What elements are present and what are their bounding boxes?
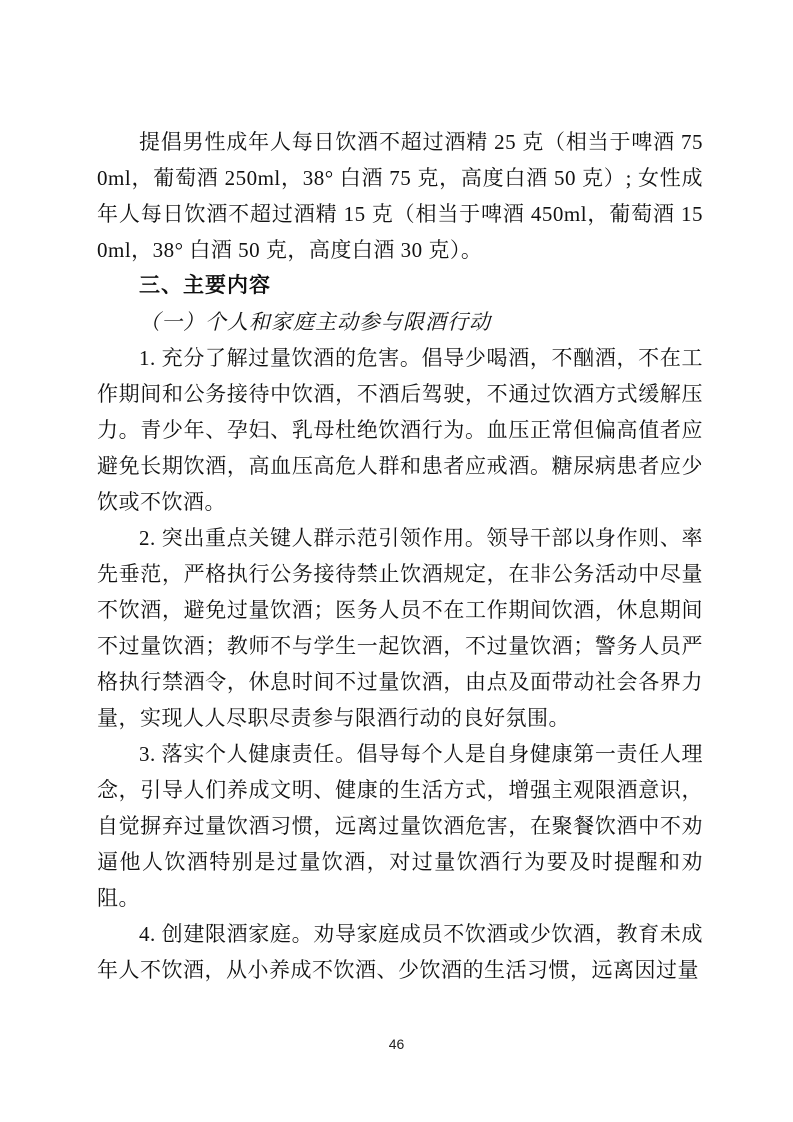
document-body xyxy=(97,124,703,988)
subsection-heading-individual-family: （一）个人和家庭主动参与限酒行动 xyxy=(139,310,491,334)
section-heading-main-content: 三、主要内容 xyxy=(139,274,271,297)
paragraph-item-3-personal-responsibility: 3. 落实个人健康责任。倡导每个人是自身健康第一责任人理念，引导人们养成文明、健康的生活方式，增强主观限酒意识，自觉摒弃过量饮酒习惯，远离过量饮酒危害，在聚餐饮酒中不劝逼他人饮酒特别是过量饮酒，对过量饮酒行为要及时提醒和劝阻。 xyxy=(97,742,703,910)
paragraph-item-1-understand-harm: 1. 充分了解过量饮酒的危害。倡导少喝酒，不酗酒，不在工作期间和公务接待中饮酒，不酒后驾驶，不通过饮酒方式缓解压力。青少年、孕妇、乳母杜绝饮酒行为。血压正常但偏高值者应避免长期饮酒，高血压高危人群和患者应戒酒。糖尿病患者应少饮或不饮酒。 xyxy=(97,346,703,514)
paragraph-item-2-key-groups: 2. 突出重点关键人群示范引领作用。领导干部以身作则、率先垂范，严格执行公务接待禁止饮酒规定，在非公务活动中尽量不饮酒，避免过量饮酒；医务人员不在工作期间饮酒，休息期间不过量饮酒；教师不与学生一起饮酒，不过量饮酒；警务人员严格执行禁酒令，休息时间不过量饮酒，由点及面带动社会各界力量，实现人人尽职尽责参与限酒行动的良好氛围。 xyxy=(97,526,703,730)
paragraph-item-4-alcohol-limited-family: 4. 创建限酒家庭。劝导家庭成员不饮酒或少饮酒，教育未成年人不饮酒，从小养成不饮酒、少饮酒的生活习惯，远离因过量 xyxy=(97,922,703,982)
page-number: 46 xyxy=(388,1036,405,1052)
paragraph-intro-alcohol-limits: 提倡男性成年人每日饮酒不超过酒精 25 克（相当于啤酒 750ml，葡萄酒 250ml，38° 白酒 75 克，高度白酒 50 克）; 女性成年人每日饮酒不超过酒精 15 克（相当于啤酒 450ml，葡萄酒 150ml，38° 白酒 50 克，高度白酒 30 克）。 xyxy=(97,130,703,262)
